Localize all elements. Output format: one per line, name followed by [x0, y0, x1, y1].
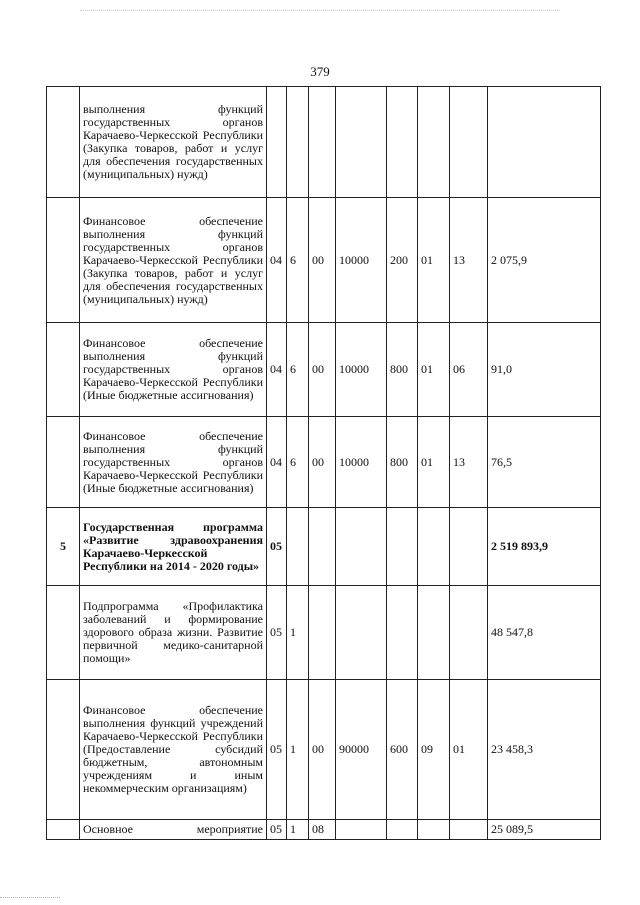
- table-row: [47, 508, 601, 586]
- code-cell: [450, 87, 488, 198]
- code-cell: [387, 586, 418, 680]
- code-cell: 01: [418, 417, 450, 508]
- row-description: Финансовое обеспечение выполнения функций государственных органов Карачаево-Черкесской Республики (Иные бюджетные ассигнования): [80, 417, 267, 508]
- row-index: [47, 417, 80, 508]
- budget-table: [46, 86, 601, 840]
- code-cell: 06: [450, 323, 488, 417]
- code-cell: [418, 508, 450, 586]
- code-cell: 01: [418, 323, 450, 417]
- code-cell: 05: [267, 820, 287, 840]
- row-index: 5: [47, 508, 80, 586]
- code-cell: [336, 508, 387, 586]
- code-cell: [418, 87, 450, 198]
- table-row: [47, 198, 601, 323]
- row-index: [47, 87, 80, 198]
- code-cell: [450, 586, 488, 680]
- amount-cell: 91,0: [488, 323, 601, 417]
- code-cell: [450, 820, 488, 840]
- code-cell: 1: [287, 586, 309, 680]
- code-cell: 6: [287, 323, 309, 417]
- code-cell: [287, 508, 309, 586]
- code-cell: [450, 508, 488, 586]
- code-cell: [336, 586, 387, 680]
- table-row: [47, 87, 601, 198]
- code-cell: 1: [287, 820, 309, 840]
- table-row: [47, 323, 601, 417]
- row-description: выполнения функций государственных органов Карачаево-Черкесской Республики (Закупка товаров, работ и услуг для обеспечения государственных (муниципальных) нужд): [80, 87, 267, 198]
- code-cell: 08: [309, 820, 336, 840]
- amount-cell: 2 075,9: [488, 198, 601, 323]
- code-cell: 10000: [336, 323, 387, 417]
- code-cell: 00: [309, 323, 336, 417]
- scan-artifact-bottom: [0, 897, 60, 899]
- code-cell: [287, 87, 309, 198]
- table-row: [47, 820, 601, 840]
- amount-cell: 76,5: [488, 417, 601, 508]
- code-cell: [309, 586, 336, 680]
- code-cell: 800: [387, 323, 418, 417]
- code-cell: 00: [309, 198, 336, 323]
- code-cell: [309, 508, 336, 586]
- table-row: [47, 586, 601, 680]
- code-cell: [336, 820, 387, 840]
- code-cell: [387, 508, 418, 586]
- row-description: Подпрограмма «Профилактика заболеваний и формирование здорового образа жизни. Развитие первичной медико-санитарной помощи»: [80, 586, 267, 680]
- amount-cell: 48 547,8: [488, 586, 601, 680]
- row-index: [47, 198, 80, 323]
- code-cell: [336, 87, 387, 198]
- code-cell: 00: [309, 680, 336, 820]
- code-cell: [418, 820, 450, 840]
- row-description: Основное мероприятие: [80, 820, 267, 840]
- code-cell: 6: [287, 198, 309, 323]
- code-cell: 1: [287, 680, 309, 820]
- row-index: [47, 820, 80, 840]
- code-cell: 10000: [336, 417, 387, 508]
- code-cell: 13: [450, 417, 488, 508]
- code-cell: [387, 820, 418, 840]
- code-cell: 01: [450, 680, 488, 820]
- row-description: Финансовое обеспечение выполнения функций государственных органов Карачаево-Черкесской Республики (Закупка товаров, работ и услуг для обеспечения государственных (муниципальных) нужд): [80, 198, 267, 323]
- page-number: 379: [310, 64, 330, 79]
- table-row: [47, 417, 601, 508]
- amount-cell: 25 089,5: [488, 820, 601, 840]
- amount-cell: 23 458,3: [488, 680, 601, 820]
- code-cell: 09: [418, 680, 450, 820]
- code-cell: 90000: [336, 680, 387, 820]
- row-index: [47, 680, 80, 820]
- amount-cell: [488, 87, 601, 198]
- row-description: Финансовое обеспечение выполнения функций учреждений Карачаево-Черкесской Республики (Предоставление субсидий бюджетным, автономным учреждениям и иным некоммерческим организациям): [80, 680, 267, 820]
- code-cell: 6: [287, 417, 309, 508]
- table-row: [47, 680, 601, 820]
- code-cell: 05: [267, 586, 287, 680]
- code-cell: 04: [267, 198, 287, 323]
- code-cell: [309, 87, 336, 198]
- code-cell: 05: [267, 680, 287, 820]
- row-index: [47, 586, 80, 680]
- code-cell: 600: [387, 680, 418, 820]
- code-cell: 05: [267, 508, 287, 586]
- code-cell: 04: [267, 323, 287, 417]
- code-cell: [267, 87, 287, 198]
- code-cell: 04: [267, 417, 287, 508]
- code-cell: 200: [387, 198, 418, 323]
- row-description: Финансовое обеспечение выполнения функций государственных органов Карачаево-Черкесской Республики (Иные бюджетные ассигнования): [80, 323, 267, 417]
- code-cell: [387, 87, 418, 198]
- code-cell: 01: [418, 198, 450, 323]
- scan-artifact-top: [80, 10, 560, 12]
- code-cell: 00: [309, 417, 336, 508]
- row-index: [47, 323, 80, 417]
- code-cell: 13: [450, 198, 488, 323]
- code-cell: [418, 586, 450, 680]
- code-cell: 10000: [336, 198, 387, 323]
- code-cell: 800: [387, 417, 418, 508]
- amount-cell: 2 519 893,9: [488, 508, 601, 586]
- row-description: Государственная программа «Развитие здравоохранения Карачаево-Черкесской Республики на 2014 - 2020 годы»: [80, 508, 267, 586]
